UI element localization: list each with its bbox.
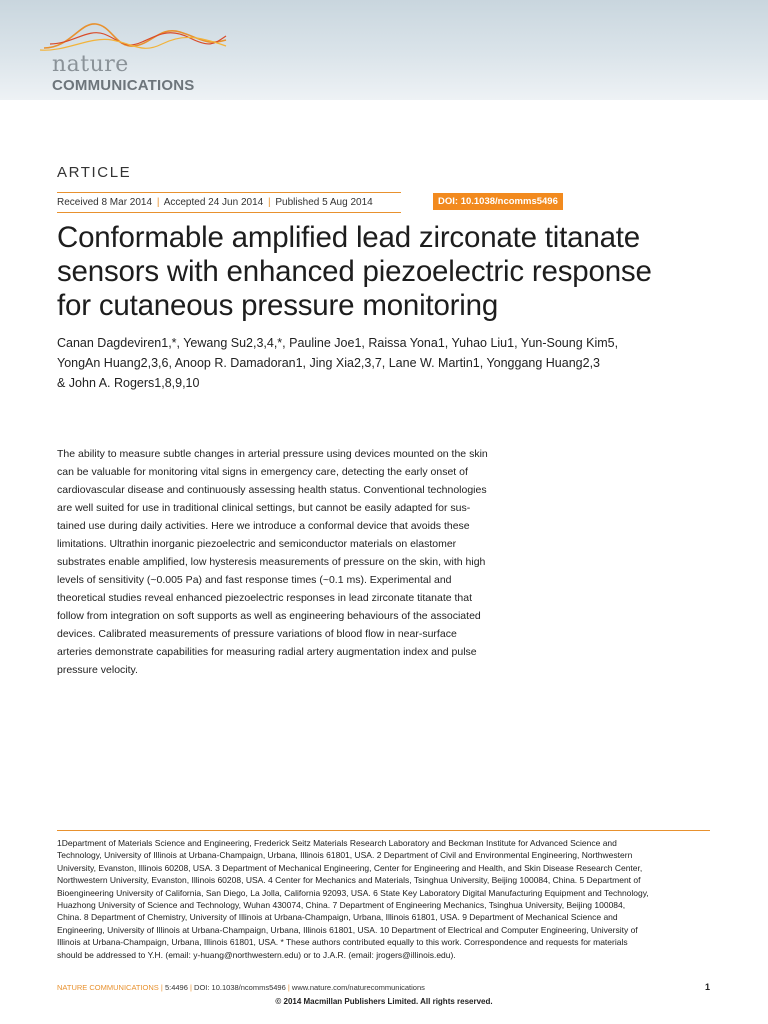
affiliation-line: Illinois at Urbana-Champaign, Urbana, Illinois 61801, USA. * These authors contributed equally to this work. Correspondence and requests for materials [57,937,628,948]
abstract-line: arteries demonstrate capabilities for measuring radial artery augmentation index and pulse [57,646,477,658]
affiliation-line: Engineering, University of Illinois at Urbana-Champaign, Urbana, Illinois 61801, USA. 10 Department of Electrical and Computer Engineering, University of [57,924,638,935]
author-list [57,333,717,393]
received-date: Received 8 Mar 2014 [57,197,153,208]
title-line: Conformable amplified lead zirconate titanate [57,221,640,254]
published-date: Published 5 Aug 2014 [275,197,373,208]
author-line: & John A. Rogers1,8,9,10 [57,376,200,390]
abstract [57,445,527,679]
footer-separator: | [160,983,163,992]
footer-citation: 5:4496 [164,983,188,992]
footer-separator: | [287,983,290,992]
article-title [57,221,737,323]
abstract-line: tained use during daily activities. Here we introduce a conformal device that avoids these [57,520,470,532]
abstract-line: levels of sensitivity (~0.005 Pa) and fast response times (~0.1 ms). Experimental and [57,574,452,586]
footer-journal-name: NATURE COMMUNICATIONS [57,983,159,992]
author-line: YongAn Huang2,3,6, Anoop R. Damadoran1, Jing Xia2,3,7, Lane W. Martin1, Yonggang Huang2,3 [57,356,600,370]
affiliation-line: Northwestern University, Evanston, Illinois 60208, USA. 4 Center for Mechanics and Materials, Tsinghua University, Beijing 100084, China. 5 Department of [57,875,641,886]
article-type-label: ARTICLE [57,164,132,181]
logo-communications-text: COMMUNICATIONS [52,77,195,94]
doi-badge[interactable]: DOI: 10.1038/ncomms5496 [433,193,563,210]
affiliation-line: should be addressed to Y.H. (email: y-huang@northwestern.edu) or to J.A.R. (email: jrogers@illinois.edu). [57,949,456,960]
abstract-line: are well suited for use in traditional clinical settings, but cannot be easily adapted for sus- [57,502,471,514]
copyright-notice: © 2014 Macmillan Publishers Limited. All rights reserved. [275,997,493,1006]
abstract-line: The ability to measure subtle changes in arterial pressure using devices mounted on the skin [57,448,488,460]
abstract-line: pressure velocity. [57,664,138,676]
affiliation-line: 1Department of Materials Science and Engineering, Frederick Seitz Materials Research Laboratory and Beckman Institute for Advanced Science and [57,838,617,848]
date-separator: | [268,197,271,208]
publication-dates [57,192,401,213]
abstract-line: cardiovascular disease and continuously assessing health status. Conventional technologies [57,484,487,496]
footer-doi[interactable]: DOI: 10.1038/ncomms5496 [194,983,286,992]
footer-separator: | [190,983,192,992]
date-separator: | [156,197,160,208]
page-footer [57,983,712,992]
abstract-line: devices. Calibrated measurements of pressure variations of blood flow in near-surface [57,628,457,640]
abstract-line: follow from integration on soft supports as well as engineering behaviours of the associated [57,610,481,622]
page-number: 1 [705,982,711,992]
author-line: Canan Dagdeviren1,*, Yewang Su2,3,4,*, Pauline Joe1, Raissa Yona1, Yuhao Liu1, Yun-Soung Kim5, [57,336,619,350]
title-line: sensors with enhanced piezoelectric response [57,255,652,288]
abstract-line: can be valuable for monitoring vital signs in emergency care, detecting the early onset of [57,466,468,478]
abstract-line: theoretical studies reveal enhanced piezoelectric responses in lead zirconate titanate that [57,592,473,604]
journal-header [0,0,768,100]
title-line: for cutaneous pressure monitoring [57,289,499,322]
accepted-date: Accepted 24 Jun 2014 [163,197,264,208]
affiliations [57,837,717,961]
abstract-line: substrates enable amplified, low hysteresis measurements of pressure on the skin, with high [57,556,486,568]
affiliation-line: China. 8 Department of Chemistry, University of Illinois at Urbana-Champaign, Urbana, Illinois 61801, USA. 9 Department of Mechanical Science and [57,912,618,923]
logo-nature-text: nature [52,52,129,77]
footer-url[interactable]: www.nature.com/naturecommunications [291,983,425,992]
abstract-line: limitations. Ultrathin inorganic piezoelectric and semiconductor materials on elastomer [57,538,457,550]
affiliation-line: Bioengineering University of California, San Diego, La Jolla, California 92093, USA. 6 State Key Laboratory Digital Manufacturing Equipment and Technology, [57,887,649,898]
affiliation-line: Technology, University of Illinois at Urbana-Champaign, Urbana, Illinois 61801, USA. 2 Department of Civil and Environmental Engineering, Northwestern [57,850,633,861]
affiliations-divider [57,830,710,831]
affiliation-line: University, Evanston, Illinois 60208, USA. 3 Department of Mechanical Engineering, Center for Engineering and Health, and Skin Disease Research Center, [57,862,643,873]
affiliation-line: Huazhong University of Science and Technology, Wuhan 430074, China. 7 Department of Engineering Mechanics, Tsinghua University, Beijing 100084, [57,900,626,911]
